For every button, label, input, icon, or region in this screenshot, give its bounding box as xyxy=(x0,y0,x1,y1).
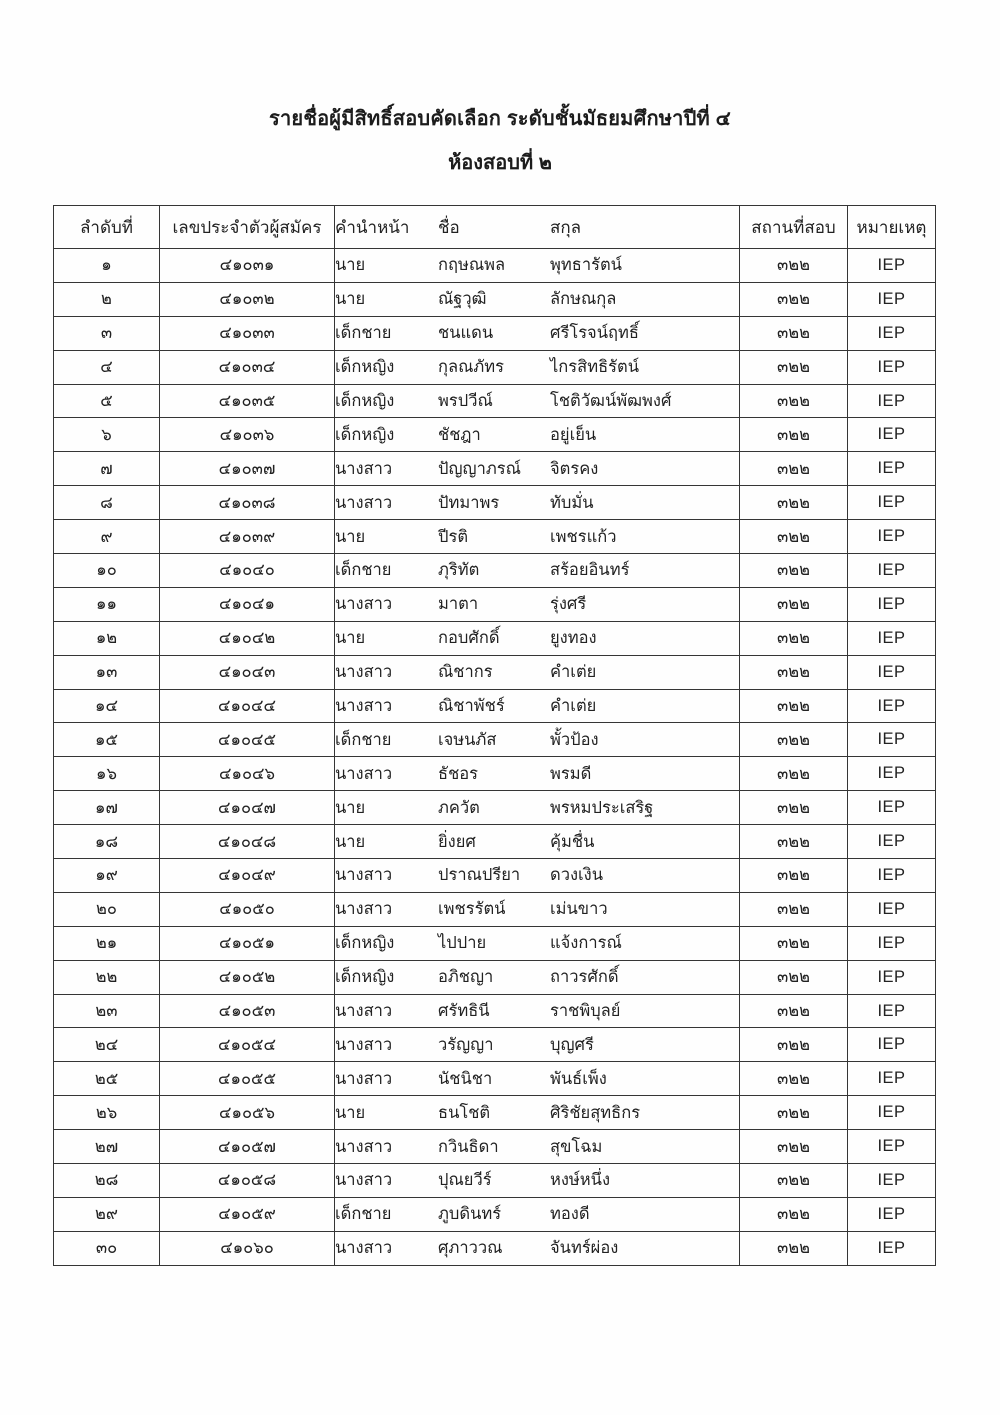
cell-applicant-id: ๔๑๐๕๕ xyxy=(160,1062,335,1096)
cell-name-group xyxy=(335,316,740,350)
cell-no: ๑๓ xyxy=(54,655,160,689)
cell-exam-location: ๓๒๒ xyxy=(740,1096,848,1130)
cell-applicant-id: ๔๑๐๔๑ xyxy=(160,587,335,621)
cell-remark: IEP xyxy=(848,825,936,859)
cell-title-prefix: นางสาว xyxy=(335,493,393,512)
cell-remark: IEP xyxy=(848,486,936,520)
cell-name-group xyxy=(335,1231,740,1265)
table-row xyxy=(54,689,936,723)
cell-title-prefix: นางสาว xyxy=(335,1002,393,1021)
cell-last-name: ราชพิบุลย์ xyxy=(550,1002,621,1021)
cell-last-name: ศิริชัยสุทธิกร xyxy=(550,1103,641,1122)
cell-title-prefix: เด็กหญิง xyxy=(335,934,395,953)
cell-remark: IEP xyxy=(848,926,936,960)
cell-applicant-id: ๔๑๐๓๗ xyxy=(160,452,335,486)
cell-last-name: จิตรคง xyxy=(550,459,599,478)
cell-name-group xyxy=(335,926,740,960)
document-subtitle: ห้องสอบที่ ๒ xyxy=(448,152,552,174)
cell-exam-location: ๓๒๒ xyxy=(740,587,848,621)
cell-name-group xyxy=(335,384,740,418)
cell-exam-location: ๓๒๒ xyxy=(740,520,848,554)
header-exam-location: สถานที่สอบ xyxy=(740,206,848,249)
cell-name-group xyxy=(335,1197,740,1231)
cell-last-name: สร้อยอินทร์ xyxy=(550,561,630,580)
cell-title-prefix: นาย xyxy=(335,256,366,275)
cell-no: ๑๙ xyxy=(54,859,160,893)
cell-exam-location: ๓๒๒ xyxy=(740,1164,848,1198)
cell-name-group xyxy=(335,689,740,723)
table-row xyxy=(54,1197,936,1231)
table-row xyxy=(54,452,936,486)
cell-title-prefix: นาย xyxy=(335,798,366,817)
cell-exam-location: ๓๒๒ xyxy=(740,282,848,316)
table-row xyxy=(54,249,936,283)
cell-no: ๗ xyxy=(54,452,160,486)
cell-title-prefix: เด็กชาย xyxy=(335,561,392,580)
cell-exam-location: ๓๒๒ xyxy=(740,994,848,1028)
cell-no: ๙ xyxy=(54,520,160,554)
cell-title-prefix: นางสาว xyxy=(335,1239,393,1258)
cell-title-prefix: เด็กหญิง xyxy=(335,392,395,410)
cell-name-group xyxy=(335,1164,740,1198)
cell-last-name: พรหมประเสริฐ xyxy=(550,798,654,817)
cell-title-prefix: นางสาว xyxy=(335,866,393,885)
cell-remark: IEP xyxy=(848,249,936,283)
cell-applicant-id: ๔๑๐๔๓ xyxy=(160,655,335,689)
cell-first-name: ยิ่งยศ xyxy=(438,832,476,851)
table-row xyxy=(54,1231,936,1265)
header-no: ลำดับที่ xyxy=(54,206,160,249)
cell-first-name: ไปปาย xyxy=(438,934,487,953)
cell-no: ๖ xyxy=(54,418,160,452)
cell-remark: IEP xyxy=(848,1231,936,1265)
cell-applicant-id: ๔๑๐๕๑ xyxy=(160,926,335,960)
cell-last-name: รุ่งศรี xyxy=(550,595,587,614)
cell-first-name: ศรัทธินี xyxy=(438,1002,490,1021)
cell-first-name: ณิชาพัชร์ xyxy=(438,697,505,716)
cell-first-name: ภุริทัต xyxy=(438,561,480,580)
cell-title-prefix: นาย xyxy=(335,1103,366,1122)
cell-title-prefix: นางสาว xyxy=(335,595,393,614)
cell-remark: IEP xyxy=(848,960,936,994)
header-first-name: ชื่อ xyxy=(438,217,460,237)
header-remark: หมายเหตุ xyxy=(848,206,936,249)
cell-name-group xyxy=(335,350,740,384)
cell-no: ๑๑ xyxy=(54,587,160,621)
cell-exam-location: ๓๒๒ xyxy=(740,825,848,859)
cell-remark: IEP xyxy=(848,452,936,486)
cell-name-group xyxy=(335,1062,740,1096)
cell-no: ๑๕ xyxy=(54,723,160,757)
table-row xyxy=(54,960,936,994)
table-row xyxy=(54,621,936,655)
table-row xyxy=(54,1164,936,1198)
cell-first-name: ศุภาววณ xyxy=(438,1239,503,1258)
cell-title-prefix: นาย xyxy=(335,629,366,648)
cell-first-name: มาตา xyxy=(438,595,479,614)
cell-name-group xyxy=(335,1096,740,1130)
cell-name-group xyxy=(335,1130,740,1164)
table-body xyxy=(54,249,936,1266)
cell-no: ๑ xyxy=(54,249,160,283)
cell-exam-location: ๓๒๒ xyxy=(740,1231,848,1265)
header-last-name: สกุล xyxy=(550,217,582,237)
cell-remark: IEP xyxy=(848,892,936,926)
cell-name-group xyxy=(335,554,740,588)
cell-first-name: ปัทมาพร xyxy=(438,493,500,512)
cell-title-prefix: นางสาว xyxy=(335,900,393,919)
cell-last-name: ไกรสิทธิรัตน์ xyxy=(550,358,640,377)
cell-remark: IEP xyxy=(848,384,936,418)
table-row xyxy=(54,587,936,621)
table-row xyxy=(54,791,936,825)
cell-remark: IEP xyxy=(848,655,936,689)
cell-applicant-id: ๔๑๐๔๘ xyxy=(160,825,335,859)
cell-no: ๒๗ xyxy=(54,1130,160,1164)
cell-exam-location: ๓๒๒ xyxy=(740,621,848,655)
cell-applicant-id: ๔๑๐๕๓ xyxy=(160,994,335,1028)
table-row xyxy=(54,1028,936,1062)
cell-exam-location: ๓๒๒ xyxy=(740,960,848,994)
cell-last-name: อยู่เย็น xyxy=(550,425,597,444)
cell-name-group xyxy=(335,418,740,452)
cell-last-name: โชติวัฒน์พัฒพงศ์ xyxy=(550,392,672,410)
cell-exam-location: ๓๒๒ xyxy=(740,1062,848,1096)
cell-remark: IEP xyxy=(848,791,936,825)
cell-last-name: ศรีโรจน์ฤทธิ์ xyxy=(550,324,639,343)
cell-name-group xyxy=(335,791,740,825)
cell-name-group xyxy=(335,249,740,283)
cell-applicant-id: ๔๑๐๓๘ xyxy=(160,486,335,520)
cell-exam-location: ๓๒๒ xyxy=(740,486,848,520)
cell-title-prefix: นางสาว xyxy=(335,1035,393,1054)
cell-no: ๒๔ xyxy=(54,1028,160,1062)
cell-exam-location: ๓๒๒ xyxy=(740,418,848,452)
cell-exam-location: ๓๒๒ xyxy=(740,689,848,723)
cell-no: ๘ xyxy=(54,486,160,520)
cell-remark: IEP xyxy=(848,554,936,588)
cell-title-prefix: เด็กหญิง xyxy=(335,358,395,377)
cell-title-prefix: นางสาว xyxy=(335,1069,393,1088)
cell-first-name: ชนแดน xyxy=(438,324,494,343)
cell-first-name: ภูบดินทร์ xyxy=(438,1205,502,1224)
cell-last-name: พันธ์เพ็ง xyxy=(550,1069,607,1088)
cell-name-group xyxy=(335,757,740,791)
cell-applicant-id: ๔๑๐๓๖ xyxy=(160,418,335,452)
table-row xyxy=(54,282,936,316)
table-row xyxy=(54,384,936,418)
cell-remark: IEP xyxy=(848,316,936,350)
cell-applicant-id: ๔๑๐๓๔ xyxy=(160,350,335,384)
cell-first-name: ปีรติ xyxy=(438,527,469,546)
cell-applicant-id: ๔๑๐๔๒ xyxy=(160,621,335,655)
cell-applicant-id: ๔๑๐๓๕ xyxy=(160,384,335,418)
cell-remark: IEP xyxy=(848,520,936,554)
cell-name-group xyxy=(335,282,740,316)
cell-applicant-id: ๔๑๐๓๑ xyxy=(160,249,335,283)
cell-exam-location: ๓๒๒ xyxy=(740,1197,848,1231)
cell-remark: IEP xyxy=(848,689,936,723)
cell-applicant-id: ๔๑๐๖๐ xyxy=(160,1231,335,1265)
table-row xyxy=(54,892,936,926)
table-row xyxy=(54,554,936,588)
cell-applicant-id: ๔๑๐๓๙ xyxy=(160,520,335,554)
cell-first-name: กอบศักดิ์ xyxy=(438,629,500,648)
cell-title-prefix: นาย xyxy=(335,832,366,851)
cell-applicant-id: ๔๑๐๔๙ xyxy=(160,859,335,893)
cell-remark: IEP xyxy=(848,859,936,893)
cell-last-name: คำเต่ย xyxy=(550,663,597,682)
cell-exam-location: ๓๒๒ xyxy=(740,554,848,588)
cell-remark: IEP xyxy=(848,1028,936,1062)
cell-no: ๒๐ xyxy=(54,892,160,926)
cell-exam-location: ๓๒๒ xyxy=(740,384,848,418)
cell-first-name: อภิชญา xyxy=(438,968,494,987)
cell-applicant-id: ๔๑๐๕๔ xyxy=(160,1028,335,1062)
cell-title-prefix: นางสาว xyxy=(335,1171,393,1190)
cell-first-name: กฤษณพล xyxy=(438,256,506,275)
cell-name-group xyxy=(335,1028,740,1062)
table-row xyxy=(54,1062,936,1096)
cell-exam-location: ๓๒๒ xyxy=(740,1028,848,1062)
cell-no: ๑๗ xyxy=(54,791,160,825)
cell-first-name: ปุณยวีร์ xyxy=(438,1171,492,1190)
cell-applicant-id: ๔๑๐๔๕ xyxy=(160,723,335,757)
cell-first-name: เพชรรัตน์ xyxy=(438,900,506,919)
cell-no: ๑๖ xyxy=(54,757,160,791)
cell-title-prefix: เด็กชาย xyxy=(335,324,392,343)
cell-last-name: ยูงทอง xyxy=(550,629,597,648)
cell-no: ๓๐ xyxy=(54,1231,160,1265)
cell-name-group xyxy=(335,859,740,893)
cell-no: ๑๔ xyxy=(54,689,160,723)
cell-applicant-id: ๔๑๐๔๔ xyxy=(160,689,335,723)
cell-applicant-id: ๔๑๐๕๙ xyxy=(160,1197,335,1231)
cell-no: ๔ xyxy=(54,350,160,384)
cell-title-prefix: เด็กชาย xyxy=(335,730,392,749)
table-row xyxy=(54,520,936,554)
cell-first-name: ปัญญาภรณ์ xyxy=(438,459,521,478)
table-row xyxy=(54,655,936,689)
table-row xyxy=(54,757,936,791)
cell-applicant-id: ๔๑๐๓๓ xyxy=(160,316,335,350)
cell-exam-location: ๓๒๒ xyxy=(740,655,848,689)
cell-exam-location: ๓๒๒ xyxy=(740,723,848,757)
table-row xyxy=(54,1096,936,1130)
cell-applicant-id: ๔๑๐๔๐ xyxy=(160,554,335,588)
cell-remark: IEP xyxy=(848,282,936,316)
cell-last-name: ดวงเงิน xyxy=(550,866,604,885)
cell-name-group xyxy=(335,994,740,1028)
cell-no: ๒๙ xyxy=(54,1197,160,1231)
cell-title-prefix: นาย xyxy=(335,290,366,309)
cell-first-name: ธนโชติ xyxy=(438,1103,491,1122)
table-row xyxy=(54,994,936,1028)
table-row xyxy=(54,350,936,384)
cell-name-group xyxy=(335,587,740,621)
cell-title-prefix: เด็กหญิง xyxy=(335,425,395,444)
cell-title-prefix: นางสาว xyxy=(335,697,393,716)
cell-exam-location: ๓๒๒ xyxy=(740,452,848,486)
cell-applicant-id: ๔๑๐๕๖ xyxy=(160,1096,335,1130)
cell-applicant-id: ๔๑๐๕๒ xyxy=(160,960,335,994)
cell-first-name: วรัญญา xyxy=(438,1035,494,1054)
cell-exam-location: ๓๒๒ xyxy=(740,1130,848,1164)
cell-title-prefix: นางสาว xyxy=(335,459,393,478)
cell-remark: IEP xyxy=(848,621,936,655)
cell-first-name: ภควัต xyxy=(438,798,480,817)
cell-no: ๒๘ xyxy=(54,1164,160,1198)
cell-exam-location: ๓๒๒ xyxy=(740,249,848,283)
cell-no: ๒๖ xyxy=(54,1096,160,1130)
cell-remark: IEP xyxy=(848,723,936,757)
cell-no: ๒๓ xyxy=(54,994,160,1028)
cell-exam-location: ๓๒๒ xyxy=(740,892,848,926)
cell-remark: IEP xyxy=(848,1096,936,1130)
cell-last-name: พรมดี xyxy=(550,764,592,783)
cell-applicant-id: ๔๑๐๔๗ xyxy=(160,791,335,825)
cell-name-group xyxy=(335,892,740,926)
cell-last-name: เม่นขาว xyxy=(550,900,608,919)
cell-no: ๒๕ xyxy=(54,1062,160,1096)
cell-name-group xyxy=(335,520,740,554)
cell-first-name: นัชนิชา xyxy=(438,1069,493,1088)
cell-last-name: บุญศรี xyxy=(550,1035,594,1054)
table-row xyxy=(54,926,936,960)
cell-title-prefix: เด็กหญิง xyxy=(335,968,395,987)
cell-last-name: ทับมั่น xyxy=(550,493,594,512)
cell-applicant-id: ๔๑๐๕๘ xyxy=(160,1164,335,1198)
cell-remark: IEP xyxy=(848,994,936,1028)
cell-first-name: เจษนภัส xyxy=(438,730,497,749)
cell-applicant-id: ๔๑๐๕๐ xyxy=(160,892,335,926)
candidate-table xyxy=(53,205,936,1266)
header-title-prefix: คำนำหน้า xyxy=(335,217,410,237)
cell-no: ๕ xyxy=(54,384,160,418)
cell-exam-location: ๓๒๒ xyxy=(740,316,848,350)
cell-remark: IEP xyxy=(848,1197,936,1231)
cell-remark: IEP xyxy=(848,1164,936,1198)
cell-remark: IEP xyxy=(848,418,936,452)
header-applicant-id: เลขประจำตัวผู้สมัคร xyxy=(160,206,335,249)
cell-applicant-id: ๔๑๐๔๖ xyxy=(160,757,335,791)
header-row xyxy=(54,206,936,249)
cell-no: ๑๒ xyxy=(54,621,160,655)
cell-last-name: จันทร์ผ่อง xyxy=(550,1239,619,1258)
cell-exam-location: ๓๒๒ xyxy=(740,791,848,825)
cell-first-name: กวินธิดา xyxy=(438,1137,499,1156)
cell-no: ๒๒ xyxy=(54,960,160,994)
cell-no: ๒ xyxy=(54,282,160,316)
document-title: รายชื่อผู้มีสิทธิ์สอบคัดเลือก ระดับชั้นมัธยมศึกษาปีที่ ๔ xyxy=(269,108,731,130)
table-row xyxy=(54,418,936,452)
cell-no: ๓ xyxy=(54,316,160,350)
table-row xyxy=(54,859,936,893)
cell-name-group xyxy=(335,655,740,689)
cell-no: ๑๐ xyxy=(54,554,160,588)
header-name-group xyxy=(335,206,740,249)
title-block xyxy=(0,102,1000,178)
cell-exam-location: ๓๒๒ xyxy=(740,859,848,893)
table-row xyxy=(54,316,936,350)
cell-title-prefix: นางสาว xyxy=(335,1137,393,1156)
cell-remark: IEP xyxy=(848,1062,936,1096)
cell-first-name: ณัฐวุฒิ xyxy=(438,290,487,309)
table-row xyxy=(54,723,936,757)
cell-first-name: ธัชอร xyxy=(438,764,479,783)
cell-name-group xyxy=(335,486,740,520)
table-row xyxy=(54,1130,936,1164)
cell-remark: IEP xyxy=(848,1130,936,1164)
cell-last-name: แจ้งการณ์ xyxy=(550,934,622,953)
cell-first-name: ชัชฎา xyxy=(438,425,481,444)
cell-last-name: คำเต่ย xyxy=(550,697,597,716)
cell-last-name: พั้วป้อง xyxy=(550,730,599,749)
cell-title-prefix: นางสาว xyxy=(335,663,393,682)
cell-name-group xyxy=(335,960,740,994)
cell-last-name: สุขโฉม xyxy=(550,1137,603,1156)
cell-exam-location: ๓๒๒ xyxy=(740,926,848,960)
cell-last-name: พุทธารัตน์ xyxy=(550,256,622,275)
cell-title-prefix: นาย xyxy=(335,527,366,546)
cell-exam-location: ๓๒๒ xyxy=(740,757,848,791)
cell-name-group xyxy=(335,723,740,757)
cell-last-name: ลักษณกุล xyxy=(550,290,617,309)
cell-remark: IEP xyxy=(848,350,936,384)
cell-last-name: ถาวรศักดิ์ xyxy=(550,968,619,987)
cell-first-name: ปราณปรียา xyxy=(438,866,521,885)
cell-name-group xyxy=(335,621,740,655)
cell-exam-location: ๓๒๒ xyxy=(740,350,848,384)
cell-last-name: คุ้มชื่น xyxy=(550,832,595,851)
cell-no: ๒๑ xyxy=(54,926,160,960)
cell-last-name: เพชรแก้ว xyxy=(550,527,617,546)
cell-last-name: ทองดี xyxy=(550,1205,590,1224)
cell-no: ๑๘ xyxy=(54,825,160,859)
cell-remark: IEP xyxy=(848,587,936,621)
cell-first-name: กุลณภัทร xyxy=(438,358,505,377)
cell-name-group xyxy=(335,825,740,859)
cell-applicant-id: ๔๑๐๕๗ xyxy=(160,1130,335,1164)
cell-title-prefix: เด็กชาย xyxy=(335,1205,392,1224)
cell-applicant-id: ๔๑๐๓๒ xyxy=(160,282,335,316)
table-row xyxy=(54,486,936,520)
table-row xyxy=(54,825,936,859)
cell-first-name: ณิชากร xyxy=(438,663,493,682)
cell-title-prefix: นางสาว xyxy=(335,764,393,783)
cell-first-name: พรปวีณ์ xyxy=(438,392,493,410)
cell-last-name: หงษ์หนึ่ง xyxy=(550,1171,611,1190)
cell-name-group xyxy=(335,452,740,486)
cell-remark: IEP xyxy=(848,757,936,791)
